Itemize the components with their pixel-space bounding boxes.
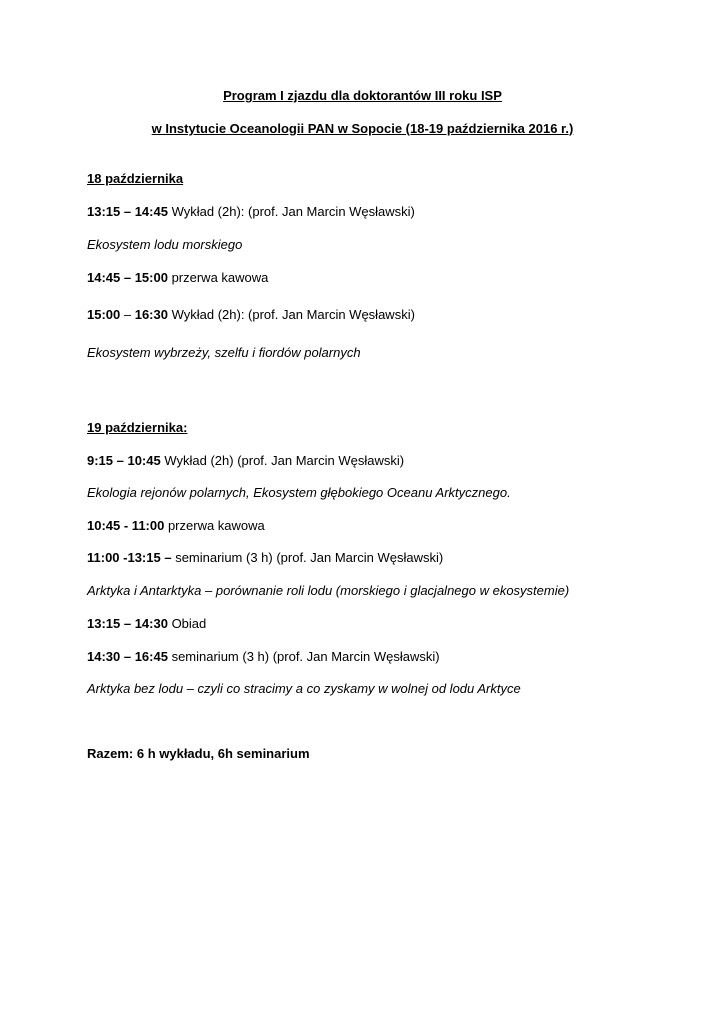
schedule-time: 13:15 – 14:30 — [87, 616, 168, 631]
schedule-item — [87, 307, 415, 323]
schedule-time: 13:15 – 14:45 — [87, 204, 168, 219]
schedule-topic: Ekologia rejonów polarnych, Ekosystem głębokiego Oceanu Arktycznego. — [87, 485, 511, 500]
schedule-item — [87, 649, 440, 665]
schedule-time-dash: – — [120, 307, 135, 322]
schedule-desc: seminarium (3 h) (prof. Jan Marcin Węsławski) — [167, 649, 440, 664]
schedule-topic: Ekosystem lodu morskiego — [87, 237, 243, 252]
schedule-time: 14:30 – 16:45 — [87, 649, 168, 664]
schedule-item — [87, 518, 265, 534]
schedule-time: 9:15 – 10:45 — [87, 453, 161, 468]
schedule-desc: Obiad — [167, 616, 207, 631]
schedule-time-end: 16:30 — [134, 307, 168, 322]
schedule-desc: przerwa kawowa — [167, 270, 269, 285]
schedule-item — [87, 550, 443, 566]
schedule-time: 11:00 -13:15 – — [87, 550, 172, 565]
schedule-topic: Arktyka bez lodu – czyli co stracimy a co zyskamy w wolnej od lodu Arktyce — [87, 681, 521, 696]
day1-heading: 18 października — [87, 171, 184, 186]
schedule-desc: przerwa kawowa — [164, 518, 265, 533]
schedule-topic: Ekosystem wybrzeży, szelfu i fiordów polarnych — [87, 345, 361, 360]
schedule-time-start: 15:00 — [87, 307, 121, 322]
day2-heading: 19 października: — [87, 420, 188, 435]
title-line-1: Program I zjazdu dla doktorantów III roku ISP — [223, 88, 502, 103]
schedule-desc: Wykład (2h): (prof. Jan Marcin Węsławski) — [167, 204, 415, 219]
schedule-item — [87, 204, 415, 220]
schedule-item — [87, 270, 268, 286]
schedule-time: 14:45 – 15:00 — [87, 270, 168, 285]
schedule-item — [87, 616, 206, 632]
schedule-topic: Arktyka i Antarktyka – porównanie roli lodu (morskiego i glacjalnego w ekosystemie) — [87, 583, 570, 598]
schedule-desc: Wykład (2h) (prof. Jan Marcin Węsławski) — [160, 453, 405, 468]
schedule-time: 10:45 - 11:00 — [87, 518, 165, 533]
schedule-item — [87, 453, 404, 469]
summary-line: Razem: 6 h wykładu, 6h seminarium — [87, 746, 310, 761]
title-line-2: w Instytucie Oceanologii PAN w Sopocie (18-19 października 2016 r.) — [151, 121, 574, 136]
schedule-desc: seminarium (3 h) (prof. Jan Marcin Węsławski) — [171, 550, 444, 565]
schedule-desc: Wykład (2h): (prof. Jan Marcin Węsławski) — [167, 307, 415, 322]
